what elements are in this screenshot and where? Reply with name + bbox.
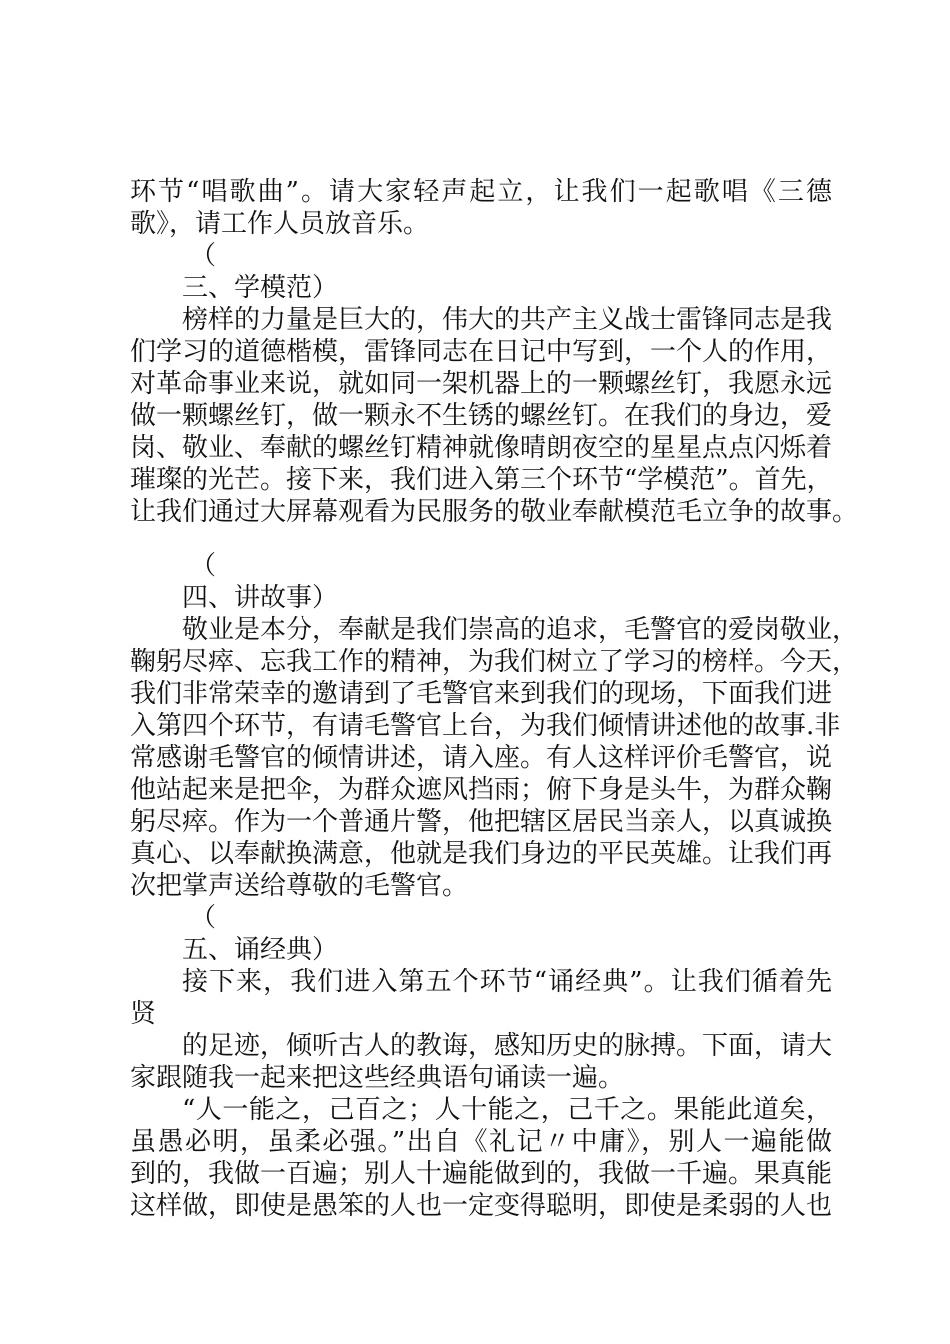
text-line: 真心、以奉献换满意，他就是我们身边的平民英雄。让我们再 [130, 839, 833, 869]
text-line: 们学习的道德楷模，雷锋同志在日记中写到，一个人的作用， [130, 337, 833, 367]
text-line: 他站起来是把伞，为群众遮风挡雨；俯下身是头牛，为群众鞠 [130, 775, 833, 805]
text-line: 到的，我做一百遍；别人十遍能做到的，我做一千遍。果真能 [130, 1159, 833, 1189]
text-line: 环节“唱歌曲”。请大家轻声起立，让我们一起歌唱《三德 [130, 177, 832, 207]
text-line: 榜样的力量是巨大的，伟大的共产主义战士雷锋同志是我 [182, 305, 833, 335]
text-line: 璀璨的光芒。接下来，我们进入第三个环节“学模范”。首先， [130, 465, 833, 495]
text-line: “人一能之，己百之；人十能之，己千之。果能此道矣， [182, 1095, 832, 1125]
section-heading: 三、学模范） [182, 273, 339, 303]
text-line: （ [190, 903, 217, 933]
text-line: 做一颗螺丝钉，做一颗永不生锈的螺丝钉。在我们的身边，爱 [130, 401, 833, 431]
text-line: 家跟随我一起来把这些经典语句诵读一遍。 [130, 1063, 625, 1093]
text-line: （ [190, 241, 217, 271]
text-line: 躬尽瘁。作为一个普通片警，他把辖区居民当亲人，以真诚换 [130, 807, 833, 837]
text-line: 入第四个环节，有请毛警官上台，为我们倾情讲述他的故事.非 [130, 711, 841, 741]
text-line: 的足迹，倾听古人的教诲，感知历史的脉搏。下面，请大 [182, 1031, 833, 1061]
text-line: 敬业是本分，奉献是我们崇高的追求，毛警官的爱岗敬业， [182, 615, 859, 645]
section-heading: 五、诵经典） [182, 935, 339, 965]
text-line: 我们非常荣幸的邀请到了毛警官来到我们的现场，下面我们进 [130, 679, 833, 709]
text-line: 岗、敬业、奉献的螺丝钉精神就像晴朗夜空的星星点点闪烁着 [130, 433, 833, 463]
text-line: 次把掌声送给尊敬的毛警官。 [130, 871, 469, 901]
text-line: 鞠躬尽瘁、忘我工作的精神，为我们树立了学习的榜样。今天， [130, 647, 859, 677]
text-line: 让我们通过大屏幕观看为民服务的敬业奉献模范毛立争的故事。 [130, 497, 859, 527]
text-line: 对革命事业来说，就如同一架机器上的一颗螺丝钉，我愿永远 [130, 369, 833, 399]
section-heading: 四、讲故事） [182, 583, 339, 613]
text-line: 这样做，即使是愚笨的人也一定变得聪明，即使是柔弱的人也 [130, 1191, 833, 1221]
text-line: 常感谢毛警官的倾情讲述，请入座。有人这样评价毛警官，说 [130, 743, 833, 773]
text-line: 虽愚必明，虽柔必强。”出自《礼记〃中庸》，别人一遍能做 [130, 1127, 832, 1157]
text-line: 接下来，我们进入第五个环节“诵经典”。让我们循着先 [182, 967, 832, 997]
text-line: 贤 [130, 999, 157, 1029]
text-line: （ [190, 551, 217, 581]
text-line: 歌》，请工作人员放音乐。 [130, 209, 430, 239]
